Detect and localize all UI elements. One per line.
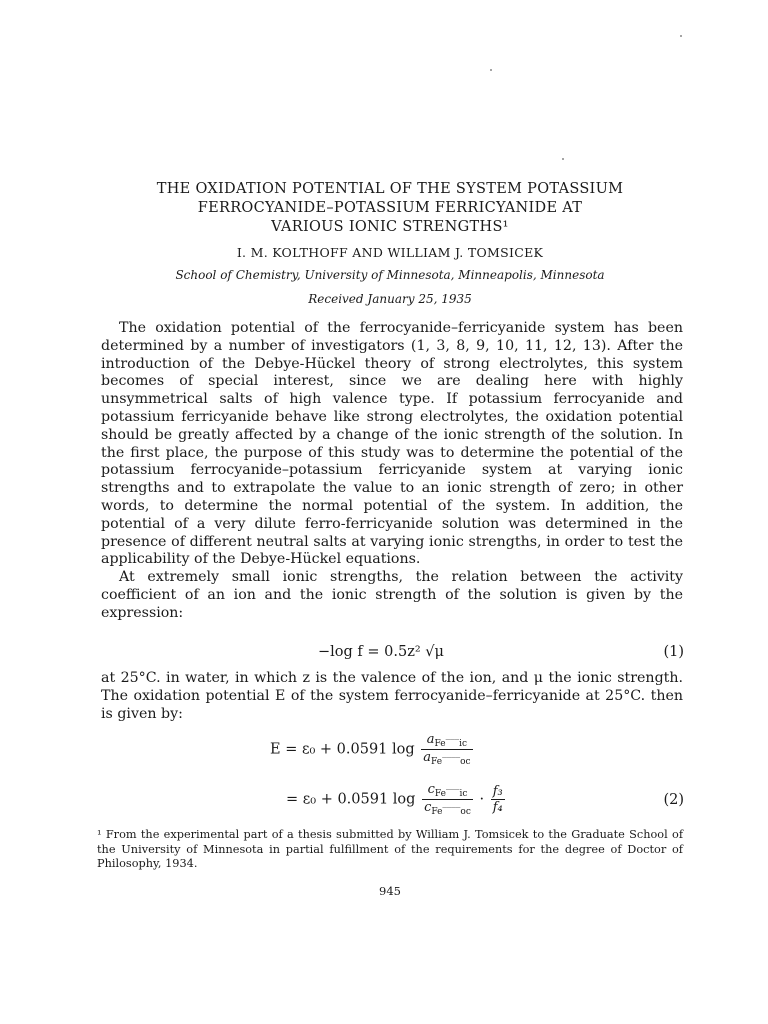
paper-title bbox=[90, 180, 690, 237]
fraction-numerator: $a_{Fe‾‾‾ic}$ bbox=[421, 732, 472, 750]
equation-2-line-1 bbox=[270, 732, 475, 767]
eq2-fraction-c bbox=[422, 782, 473, 817]
footnote: ¹ From the experimental part of a thesis submitted by William J. Tomsicek to the Graduate School of the University of Minnesota in partial fulfillment of the requirements for the degree of Doctor of Philosophy, 1934. bbox=[97, 828, 683, 870]
fraction-denominator: f₄ bbox=[492, 800, 503, 815]
fraction-numerator: f₃ bbox=[492, 784, 503, 799]
eq2-fraction-f bbox=[491, 784, 505, 815]
body-text bbox=[101, 320, 683, 623]
title-line-1: THE OXIDATION POTENTIAL OF THE SYSTEM POTASSIUM bbox=[156, 181, 624, 197]
equation-1-number: (1) bbox=[663, 644, 684, 660]
title-line-2: FERROCYANIDE–POTASSIUM FERRICYANIDE AT bbox=[197, 200, 583, 216]
equation-2-number: (2) bbox=[663, 792, 684, 808]
eq2-rhs2-prefix: = ε₀ + 0.0591 log bbox=[286, 791, 416, 808]
eq2-rhs1-prefix: = ε₀ + 0.0591 log bbox=[285, 741, 415, 758]
fraction-numerator: $c_{Fe‾‾‾ic}$ bbox=[422, 782, 473, 800]
title-line-3: VARIOUS IONIC STRENGTHS¹ bbox=[271, 219, 509, 235]
paragraph-3: at 25°C. in water, in which z is the valence of the ion, and μ the ionic strength. The oxidation potential E of the system ferrocyanide–ferricyanide at 25°C. then is given by: bbox=[101, 670, 683, 722]
scan-speck bbox=[490, 69, 492, 71]
affiliation: School of Chemistry, University of Minnesota, Minneapolis, Minnesota bbox=[175, 268, 605, 282]
body-text-2 bbox=[101, 670, 683, 723]
scan-speck bbox=[562, 158, 564, 160]
equation-2-line-2 bbox=[286, 782, 507, 817]
received-date: Received January 25, 1935 bbox=[308, 292, 472, 306]
equation-1: −log f = 0.5z² √μ bbox=[318, 644, 444, 660]
scan-speck bbox=[680, 35, 682, 37]
paragraph-1: The oxidation potential of the ferrocyanide–ferricyanide system has been determined by a number of investigators (1, 3, 8, 9, 10, 11, 12, 13). After the introduction of the Debye-Hückel theory of strong electrolytes, this system becomes of special interest, since we are dealing here with highly unsymmetrical salts of high valence type. If potassium ferrocyanide and potassium ferricyanide behave like strong electrolytes, the oxidation potential should be greatly affected by a change of the ionic strength of the solution. In the first place, the purpose of this study was to determine the potential of the potassium ferrocyanide–potassium ferricyanide system at varying ionic strengths and to extrapolate the value to an ionic strength of zero; in other words, to determine the normal potential of the system. In addition, the potential of a very dilute ferro-ferricyanide solution was determined in the presence of different neutral salts at varying ionic strengths, in order to test the applicability of the Debye-Hückel equations. bbox=[101, 320, 683, 568]
eq2-lhs: E bbox=[270, 741, 281, 758]
eq2-fraction-a bbox=[421, 732, 472, 767]
fraction-denominator: $a_{Fe‾‾‾‾oc}$ bbox=[423, 750, 471, 767]
eq2-dot: · bbox=[479, 791, 485, 808]
page-number: 945 bbox=[379, 884, 401, 898]
authors: I. M. KOLTHOFF AND WILLIAM J. TOMSICEK bbox=[236, 245, 544, 260]
fraction-denominator: $c_{Fe‾‾‾‾oc}$ bbox=[424, 800, 471, 817]
paragraph-2: At extremely small ionic strengths, the relation between the activity coefficient of an ion and the ionic strength of the solution is given by the expression: bbox=[101, 569, 683, 621]
